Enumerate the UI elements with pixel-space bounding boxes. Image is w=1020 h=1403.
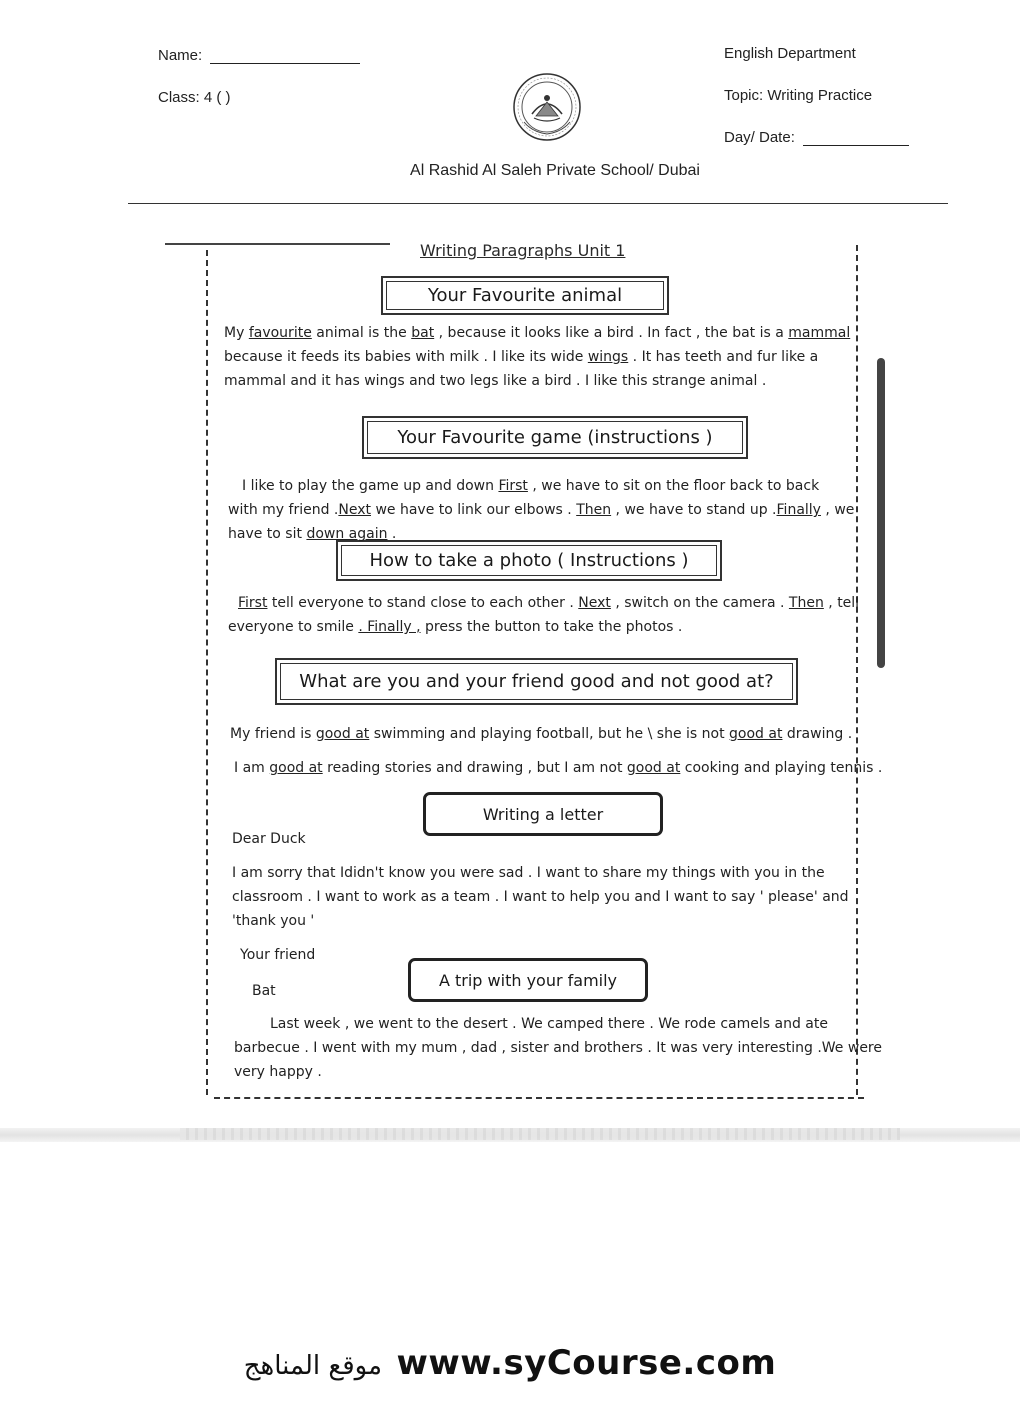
line-text: classroom . I want to work as a team . I want to help you and I want to say ' please' and (232, 889, 849, 905)
paragraph-line (234, 1037, 882, 1061)
line-text: . It has teeth and fur like a (628, 349, 819, 365)
line-text: animal is the (311, 325, 412, 341)
underlined-word: Then (576, 502, 612, 518)
line-text: , we have to sit on the floor back to back (527, 478, 820, 494)
name-label: Name: (158, 47, 203, 64)
paragraph-line (224, 370, 766, 394)
paragraph-line (228, 523, 396, 547)
line-text: , because it looks like a bird . In fact , the bat is a (434, 325, 789, 341)
underlined-word: First (498, 478, 528, 494)
line-text: Dear Duck (232, 831, 306, 847)
underlined-word: Next (338, 502, 371, 518)
paragraph-line (232, 862, 825, 886)
underlined-word: wings (587, 349, 629, 365)
underlined-word: Next (578, 595, 611, 611)
heading-writing-letter: Writing a letter (423, 792, 663, 836)
line-text: Your friend (240, 947, 316, 963)
line-text: cooking and playing tennis . (680, 760, 883, 776)
footer-arabic-label: موقع المناهج (243, 1351, 383, 1381)
line-text: everyone to smile (228, 619, 359, 635)
line-text: My friend is (230, 726, 316, 742)
line-text: I am sorry that Ididn't know you were sad . I want to share my things with you in the (232, 865, 825, 881)
line-text: barbecue . I went with my mum , dad , sister and brothers . It was very interesting .We were (234, 1040, 882, 1056)
paragraph-line (224, 322, 850, 346)
line-text: tell everyone to stand close to each other . (267, 595, 579, 611)
line-text: , we have to stand up . (611, 502, 777, 518)
underlined-word: First (238, 595, 268, 611)
paragraph-line (230, 723, 852, 747)
line-text: we have to link our elbows . (371, 502, 577, 518)
paragraph-line (234, 757, 882, 781)
paragraph-line (240, 944, 315, 968)
line-text: Last week , we went to the desert . We camped there . We rode camels and ate (270, 1016, 828, 1032)
paragraph-line (228, 499, 854, 523)
line-text: , switch on the camera . (610, 595, 789, 611)
paragraph-line (238, 592, 859, 616)
line-text: I like to play the game up and down (242, 478, 499, 494)
class-label: Class: 4 ( ) (158, 89, 231, 106)
line-text: have to sit (228, 526, 307, 542)
line-text: swimming and playing football, but he \ she is not (369, 726, 730, 742)
underlined-word: mammal (788, 325, 851, 341)
footer-site-link[interactable]: www.syCourse.com (396, 1343, 777, 1383)
heading-take-photo: How to take a photo ( Instructions ) (336, 540, 722, 581)
line-text: Bat (252, 983, 276, 999)
line-text: 'thank you ' (232, 913, 315, 929)
line-text: reading stories and drawing , but I am not (322, 760, 627, 776)
underlined-word: good at (626, 760, 681, 776)
heading-trip-family: A trip with your family (408, 958, 648, 1002)
department-label: English Department (724, 45, 856, 62)
line-text: press the button to take the photos . (420, 619, 683, 635)
date-label: Day/ Date: (724, 129, 795, 146)
underlined-word: Then (788, 595, 824, 611)
line-text: mammal and it has wings and two legs like a bird . I like this strange animal . (224, 373, 767, 389)
line-text: I am (234, 760, 270, 776)
line-text: with my friend . (228, 502, 339, 518)
line-text: My (224, 325, 249, 341)
underlined-word: good at (315, 726, 370, 742)
footer-banner (0, 1343, 1020, 1383)
underlined-word: down again (306, 526, 388, 542)
heading-favourite-animal: Your Favourite animal (381, 276, 669, 315)
paragraph-line (252, 980, 276, 1004)
underlined-word: good at (269, 760, 323, 776)
paragraph-line (232, 910, 314, 934)
heading-favourite-game: Your Favourite game (instructions ) (362, 416, 748, 459)
paragraph-line (234, 1061, 322, 1085)
worksheet-title: Writing Paragraphs Unit 1 (420, 241, 626, 260)
underlined-word: favourite (248, 325, 312, 341)
line-text: very happy . (234, 1064, 322, 1080)
paragraph-line (224, 346, 818, 370)
paragraph-line (270, 1013, 828, 1037)
underlined-word: good at (729, 726, 783, 742)
school-name: Al Rashid Al Saleh Private School/ Dubai (410, 162, 700, 179)
paragraph-line (242, 475, 819, 499)
line-text: drawing . (782, 726, 853, 742)
line-text: . (387, 526, 397, 542)
paragraph-line (232, 828, 306, 852)
heading-good-at: What are you and your friend good and not good at? (275, 658, 798, 705)
line-text: , tell (823, 595, 860, 611)
line-text: because it feeds its babies with milk . I like its wide (224, 349, 588, 365)
underlined-word: bat (411, 325, 435, 341)
paragraph-line (228, 616, 682, 640)
underlined-word: . Finally , (358, 619, 421, 635)
line-text: , we (820, 502, 855, 518)
underlined-word: Finally (776, 502, 821, 518)
topic-label: Topic: Writing Practice (724, 87, 873, 104)
paragraph-line (232, 886, 849, 910)
